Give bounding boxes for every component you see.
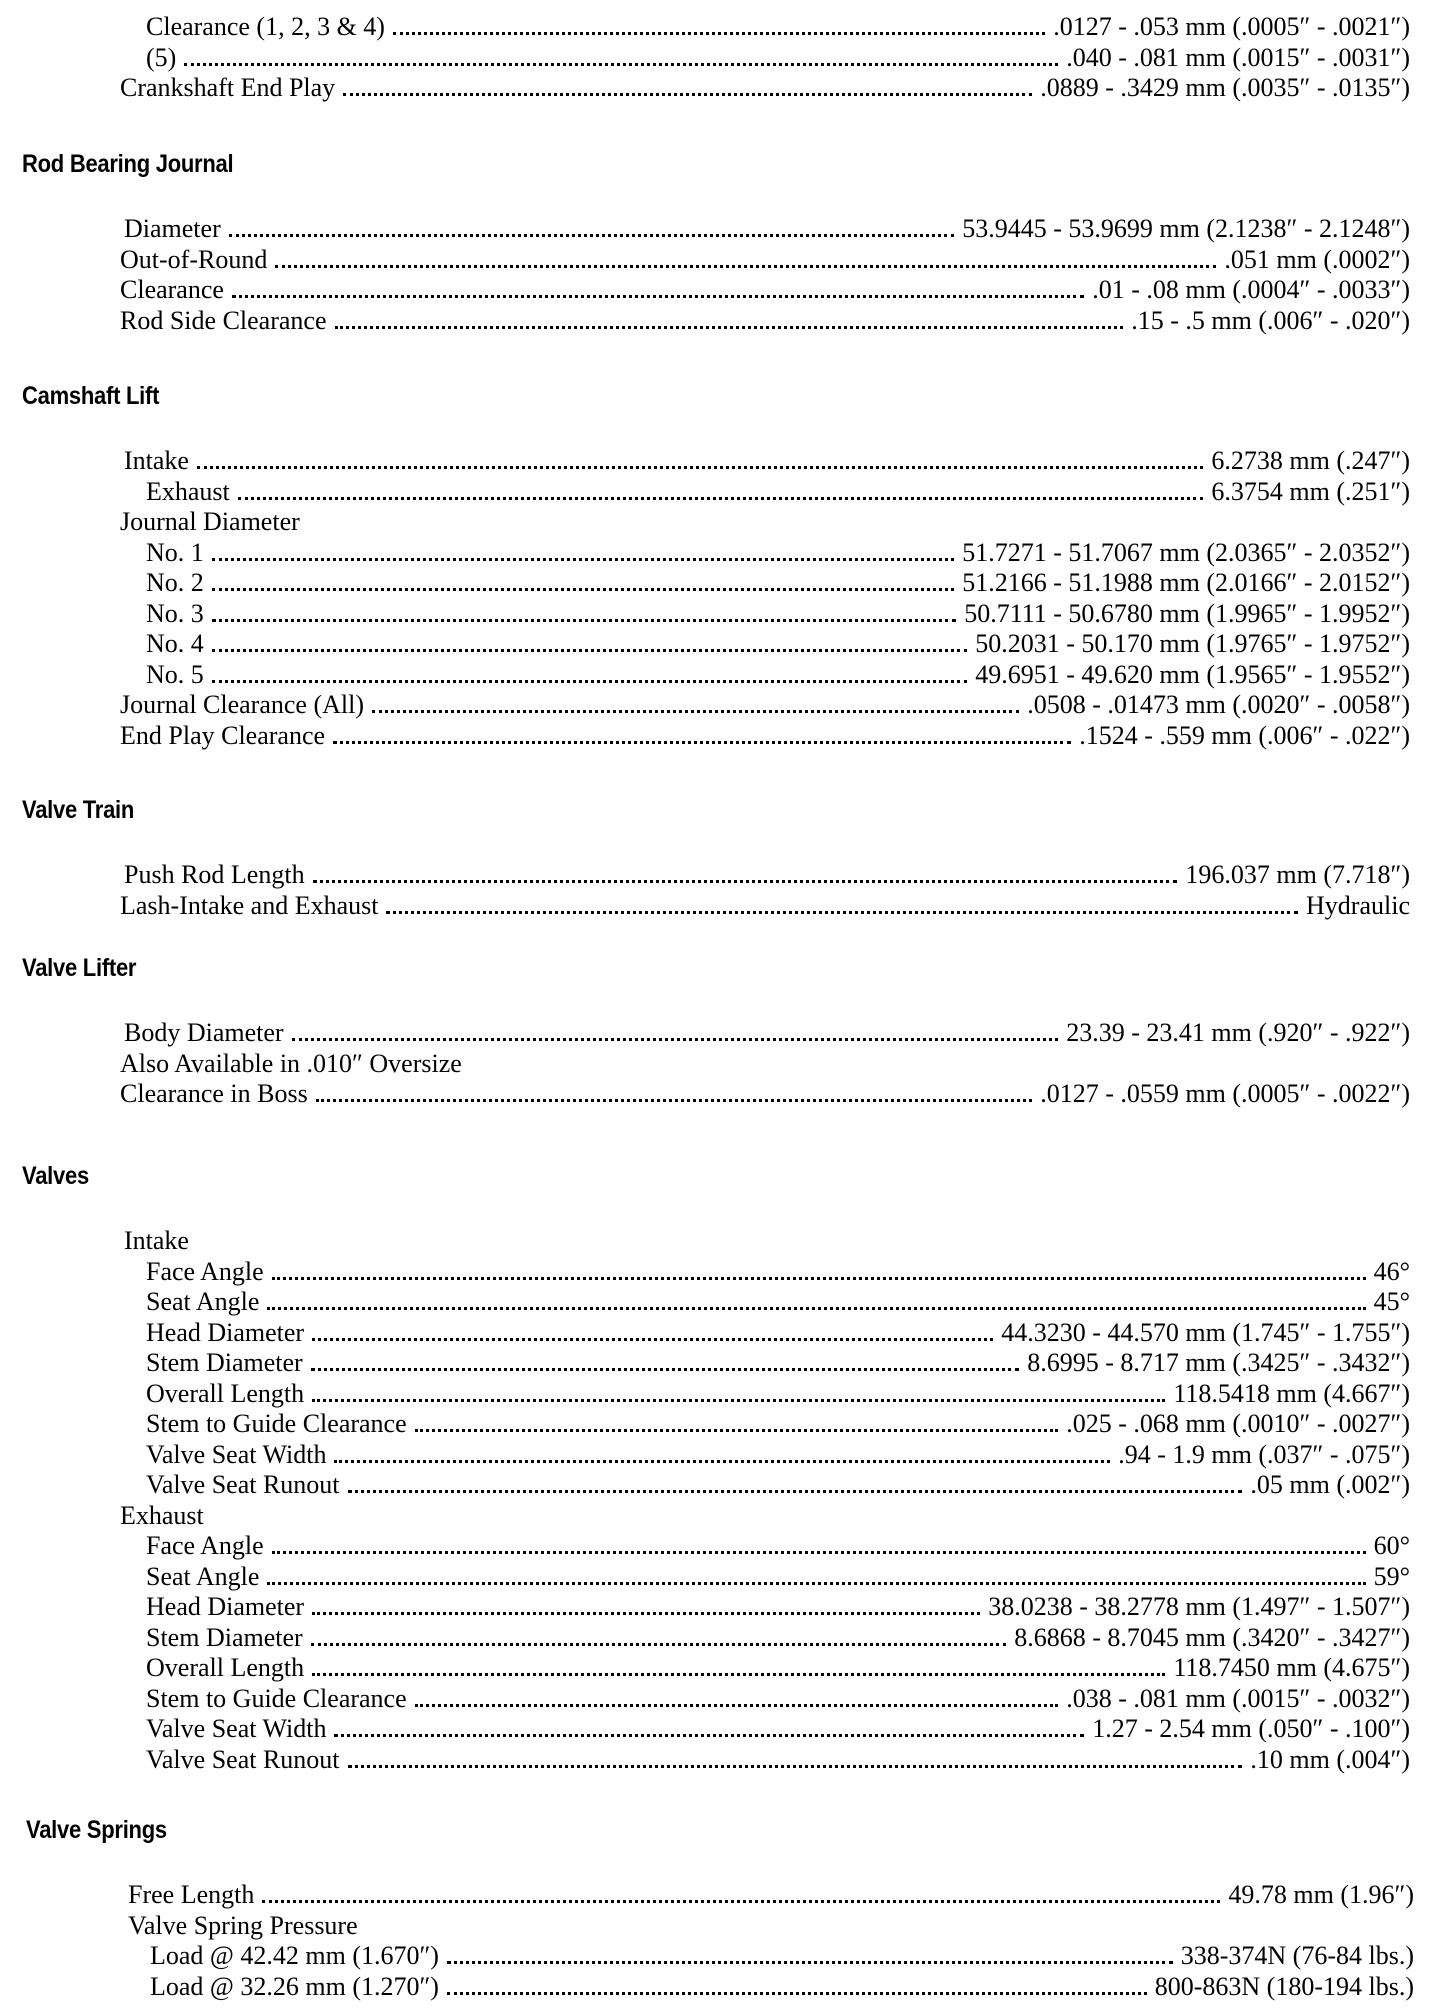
section-heading-valve-springs: Valve Springs	[26, 1816, 167, 1844]
spec-row	[120, 275, 1410, 306]
spec-value: 1.27 - 2.54 mm (.050″ - .100″)	[1092, 1714, 1410, 1743]
dot-leader	[447, 1941, 1173, 1971]
dot-leader	[272, 1257, 1366, 1287]
spec-row	[120, 891, 1410, 922]
spec-row	[120, 477, 1410, 508]
spec-row	[120, 446, 1410, 477]
spec-value: 44.3230 - 44.570 mm (1.745″ - 1.755″)	[1001, 1317, 1410, 1347]
spec-label: Journal Clearance (All)	[120, 690, 365, 719]
spec-label: Valve Seat Runout	[146, 1470, 340, 1499]
spec-row	[124, 1972, 1414, 2003]
spec-label: No. 2	[146, 568, 204, 597]
spec-value: .10 mm (.004″)	[1250, 1744, 1410, 1774]
section-crankshaft-continued	[120, 12, 1410, 104]
spec-row	[120, 73, 1410, 104]
dot-leader	[275, 245, 1216, 275]
spec-row	[120, 1440, 1410, 1471]
spec-value: 118.7450 mm (4.675″)	[1173, 1653, 1410, 1682]
spec-label: Out-of-Round	[120, 244, 268, 274]
spec-value: .05 mm (.002″)	[1250, 1470, 1410, 1499]
spec-label: Overall Length	[146, 1378, 305, 1408]
dot-leader	[212, 660, 967, 690]
spec-row	[120, 214, 1410, 245]
spec-value: 38.0238 - 38.2778 mm (1.497″ - 1.507″)	[988, 1592, 1410, 1621]
spec-value: 338-374N (76-84 lbs.)	[1180, 1941, 1414, 1970]
dot-leader	[316, 1079, 1033, 1109]
spec-subheading	[120, 507, 1410, 538]
spec-label: No. 4	[146, 629, 204, 658]
spec-label: Valve Seat Width	[146, 1439, 327, 1469]
spec-row	[120, 660, 1410, 691]
spec-label: Seat Angle	[146, 1287, 260, 1316]
dot-leader	[415, 1684, 1059, 1714]
spec-value: 49.6951 - 49.620 mm (1.9565″ - 1.9552″)	[975, 659, 1410, 689]
spec-label: Diameter	[124, 214, 221, 243]
section-heading-rod-bearing-journal: Rod Bearing Journal	[22, 150, 234, 178]
spec-value: 51.7271 - 51.7067 mm (2.0365″ - 2.0352″)	[962, 537, 1410, 567]
spec-row	[124, 1880, 1414, 1911]
spec-label: Lash-Intake and Exhaust	[120, 890, 379, 920]
spec-label: Body Diameter	[124, 1018, 284, 1047]
spec-row	[120, 1348, 1410, 1379]
spec-value: 49.78 mm (1.96″)	[1228, 1880, 1414, 1909]
spec-label: Overall Length	[146, 1653, 305, 1682]
spec-value: .15 - .5 mm (.006″ - .020″)	[1131, 305, 1410, 335]
section-heading-valve-lifter: Valve Lifter	[22, 954, 137, 982]
spec-value: 196.037 mm (7.718″)	[1185, 860, 1410, 889]
spec-row	[120, 629, 1410, 660]
spec-label: Face Angle	[146, 1256, 264, 1286]
spec-label: Exhaust	[146, 476, 230, 506]
spec-label: Clearance (1, 2, 3 & 4)	[146, 12, 385, 41]
dot-leader	[335, 306, 1124, 336]
section-heading-valves: Valves	[22, 1162, 89, 1190]
spec-value: 50.7111 - 50.6780 mm (1.9965″ - 1.9952″)	[964, 598, 1410, 628]
spec-value: 50.2031 - 50.170 mm (1.9765″ - 1.9752″)	[975, 629, 1410, 658]
dot-leader	[447, 1972, 1147, 2002]
spec-value: 118.5418 mm (4.667″)	[1173, 1378, 1410, 1408]
spec-row	[120, 1745, 1410, 1776]
spec-row	[120, 1714, 1410, 1745]
spec-value: .040 - .081 mm (.0015″ - .0031″)	[1066, 42, 1410, 72]
dot-leader	[386, 891, 1298, 921]
dot-leader	[197, 446, 1203, 476]
spec-label: Free Length	[128, 1880, 255, 1909]
spec-label: Seat Angle	[146, 1561, 260, 1591]
spec-value: 8.6868 - 8.7045 mm (.3420″ - .3427″)	[1014, 1622, 1410, 1652]
spec-row	[120, 1409, 1410, 1440]
spec-label: No. 1	[146, 537, 204, 567]
spec-value: 6.2738 mm (.247″)	[1211, 446, 1410, 475]
spec-label: Intake	[124, 1226, 189, 1255]
spec-label: Journal Diameter	[120, 507, 300, 536]
spec-row	[120, 1079, 1410, 1110]
dot-leader	[311, 1623, 1007, 1653]
spec-label: Face Angle	[146, 1531, 264, 1560]
dot-leader	[313, 860, 1178, 890]
spec-row	[120, 1531, 1410, 1562]
spec-value: .025 - .068 mm (.0010″ - .0027″)	[1066, 1409, 1410, 1438]
dot-leader	[212, 538, 954, 568]
spec-label: Load @ 32.26 mm (1.270″)	[150, 1971, 439, 2001]
spec-label: Stem Diameter	[146, 1348, 303, 1377]
spec-value: .1524 - .559 mm (.006″ - .022″)	[1079, 720, 1410, 750]
spec-row	[120, 1018, 1410, 1049]
spec-row	[120, 1318, 1410, 1349]
spec-value: 8.6995 - 8.717 mm (.3425″ - .3432″)	[1027, 1348, 1410, 1377]
spec-label: Stem to Guide Clearance	[146, 1683, 407, 1713]
section-heading-camshaft-lift: Camshaft Lift	[22, 382, 160, 410]
dot-leader	[267, 1562, 1365, 1592]
spec-label: Stem Diameter	[146, 1622, 303, 1652]
dot-leader	[312, 1379, 1165, 1409]
section-valves	[120, 1226, 1410, 1775]
dot-leader	[184, 43, 1058, 73]
spec-row	[120, 1470, 1410, 1501]
spec-row	[120, 1653, 1410, 1684]
dot-leader	[334, 1714, 1084, 1744]
spec-row	[120, 1287, 1410, 1318]
dot-leader	[334, 1440, 1110, 1470]
section-rod-bearing-journal	[120, 214, 1410, 336]
spec-row	[120, 1257, 1410, 1288]
dot-leader	[232, 275, 1084, 305]
spec-row	[120, 1562, 1410, 1593]
section-valve-lifter	[120, 1018, 1410, 1110]
spec-value: 23.39 - 23.41 mm (.920″ - .922″)	[1066, 1018, 1410, 1047]
spec-value: .0127 - .0559 mm (.0005″ - .0022″)	[1040, 1079, 1410, 1108]
spec-label: Valve Spring Pressure	[128, 1910, 358, 1940]
dot-leader	[212, 599, 956, 629]
spec-row	[120, 1623, 1410, 1654]
dot-leader	[267, 1287, 1365, 1317]
spec-value: 45°	[1373, 1287, 1410, 1316]
spec-row	[120, 690, 1410, 721]
spec-label: Valve Seat Runout	[146, 1744, 340, 1774]
spec-label: Exhaust	[120, 1500, 204, 1530]
spec-label: No. 3	[146, 598, 204, 628]
dot-leader	[212, 629, 967, 659]
spec-value: .01 - .08 mm (.0004″ - .0033″)	[1092, 275, 1410, 304]
spec-label: Stem to Guide Clearance	[146, 1409, 407, 1438]
spec-label: Clearance	[120, 275, 224, 304]
dot-leader	[292, 1018, 1059, 1048]
dot-leader	[312, 1653, 1165, 1683]
section-valve-train	[120, 860, 1410, 921]
dot-leader	[312, 1592, 980, 1622]
dot-leader	[393, 12, 1045, 42]
spec-label: Rod Side Clearance	[120, 305, 327, 335]
spec-row	[120, 306, 1410, 337]
dot-leader	[212, 568, 954, 598]
spec-subheading	[120, 1226, 1410, 1257]
dot-leader	[272, 1531, 1366, 1561]
section-heading-valve-train: Valve Train	[22, 796, 135, 824]
spec-subheading	[120, 1501, 1410, 1532]
spec-value: 59°	[1373, 1561, 1410, 1591]
spec-value: .0889 - .3429 mm (.0035″ - .0135″)	[1040, 73, 1410, 102]
dot-leader	[262, 1880, 1220, 1910]
spec-row	[120, 599, 1410, 630]
spec-label: No. 5	[146, 659, 204, 689]
spec-value: .051 mm (.0002″)	[1224, 244, 1410, 274]
spec-label: Valve Seat Width	[146, 1714, 327, 1743]
spec-value: .0508 - .01473 mm (.0020″ - .0058″)	[1027, 690, 1410, 719]
section-valve-springs	[124, 1880, 1414, 2002]
spec-label: Head Diameter	[146, 1592, 305, 1621]
spec-row	[120, 245, 1410, 276]
spec-value: 51.2166 - 51.1988 mm (2.0166″ - 2.0152″)	[962, 568, 1410, 597]
dot-leader	[348, 1470, 1243, 1500]
spec-subheading	[124, 1911, 1414, 1942]
dot-leader	[311, 1348, 1020, 1378]
spec-value: 60°	[1373, 1531, 1410, 1560]
spec-row	[120, 1592, 1410, 1623]
spec-label: Clearance in Boss	[120, 1079, 308, 1108]
spec-note	[120, 1049, 1410, 1080]
spec-value: 6.3754 mm (.251″)	[1211, 476, 1410, 506]
spec-row	[120, 721, 1410, 752]
spec-row	[124, 1941, 1414, 1972]
spec-label: (5)	[146, 42, 177, 72]
spec-row	[120, 538, 1410, 569]
spec-row	[120, 43, 1410, 74]
spec-label: Intake	[124, 446, 189, 475]
spec-label: Head Diameter	[146, 1317, 305, 1347]
spec-label: Crankshaft End Play	[120, 73, 336, 102]
spec-value: 46°	[1373, 1256, 1410, 1286]
dot-leader	[343, 73, 1032, 103]
spec-value: Hydraulic	[1306, 890, 1410, 920]
spec-value: .0127 - .053 mm (.0005″ - .0021″)	[1053, 12, 1410, 41]
spec-row	[120, 1379, 1410, 1410]
dot-leader	[312, 1318, 993, 1348]
section-camshaft-lift	[120, 446, 1410, 751]
spec-value: 53.9445 - 53.9699 mm (2.1238″ - 2.1248″)	[962, 214, 1410, 243]
spec-row	[120, 568, 1410, 599]
spec-label: Also Available in .010″ Oversize	[120, 1048, 462, 1078]
dot-leader	[415, 1409, 1059, 1439]
spec-value: 800-863N (180-194 lbs.)	[1154, 1971, 1414, 2001]
spec-row	[120, 860, 1410, 891]
dot-leader	[333, 721, 1071, 751]
dot-leader	[348, 1745, 1243, 1775]
spec-row	[120, 12, 1410, 43]
spec-label: Load @ 42.42 mm (1.670″)	[150, 1941, 439, 1970]
spec-label: End Play Clearance	[120, 720, 326, 750]
spec-row	[120, 1684, 1410, 1715]
spec-value: .94 - 1.9 mm (.037″ - .075″)	[1118, 1439, 1410, 1469]
dot-leader	[372, 690, 1019, 720]
dot-leader	[238, 477, 1204, 507]
spec-value: .038 - .081 mm (.0015″ - .0032″)	[1066, 1683, 1410, 1713]
dot-leader	[229, 214, 955, 244]
spec-label: Push Rod Length	[124, 860, 305, 889]
